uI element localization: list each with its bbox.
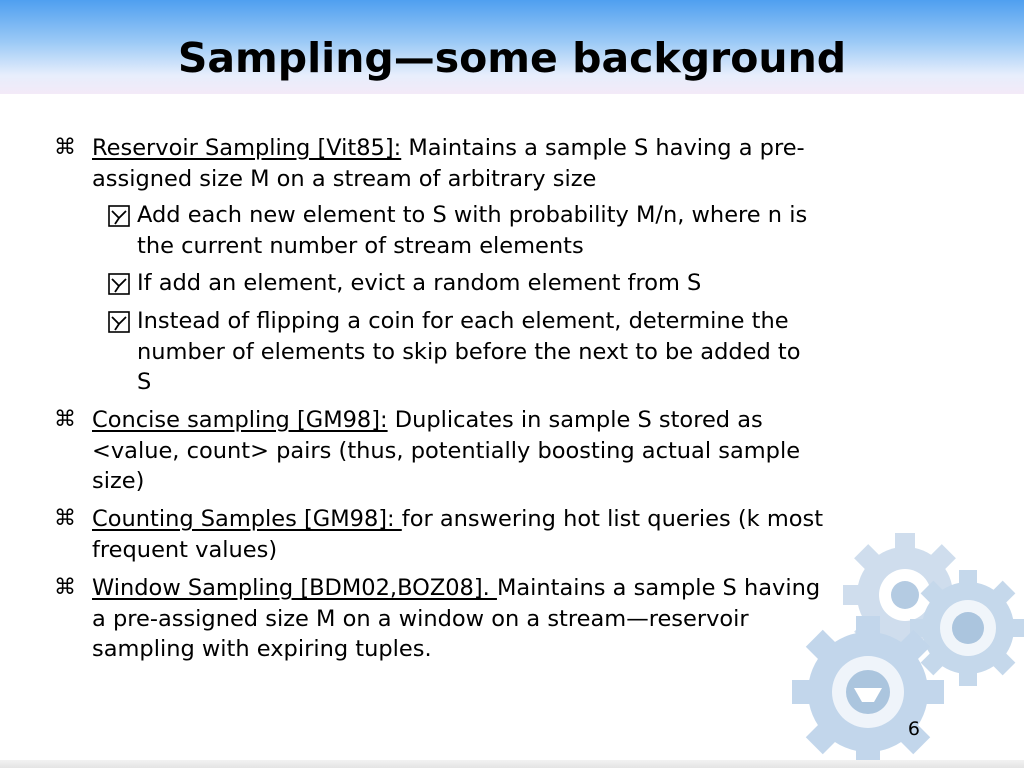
- slide-body: [0, 130, 1024, 730]
- bullet-icon: ⌘: [54, 506, 76, 531]
- checkbox-y-icon: [107, 204, 131, 228]
- list-item: Window Sampling [BDM02,BOZ08]. Maintains a sample S having a pre-assigned size M on a window on a stream—reservoir sampling with expiring tuples.: [92, 575, 821, 662]
- item-text: for answering hot list queries (k most: [401, 506, 824, 532]
- list-item: If add an element, evict a random element from S: [137, 270, 702, 296]
- item-heading: Reservoir Sampling [Vit85]:: [92, 135, 402, 161]
- item-heading: Counting Samples [GM98]:: [92, 506, 402, 532]
- checkbox-y-icon: [107, 310, 131, 334]
- footer-divider: [0, 760, 1024, 768]
- bullet-icon: ⌘: [54, 407, 76, 432]
- checkbox-y-icon: [107, 272, 131, 296]
- slide-title: Sampling—some background: [177, 34, 847, 82]
- item-text: Maintains a sample S having a pre-: [401, 135, 805, 161]
- item-text: assigned size M on a stream of arbitrary size: [92, 165, 597, 192]
- item-heading: Window Sampling [BDM02,BOZ08].: [92, 575, 497, 601]
- item-text: Duplicates in sample S stored as: [387, 407, 763, 433]
- list-item: Add each new element to S with probability M/n, where n is the current number of stream elements: [137, 202, 808, 259]
- list-item: Instead of flipping a coin for each element, determine the number of elements to skip before the next to be added to S: [137, 308, 801, 395]
- list-item: Counting Samples [GM98]: for answering hot list queries (k most frequent values): [92, 506, 824, 563]
- bullet-icon: ⌘: [54, 135, 76, 160]
- bullet-icon: ⌘: [54, 575, 76, 600]
- item-text: Maintains a sample S having: [496, 575, 821, 601]
- list-item: Concise sampling [GM98]: Duplicates in sample S stored as <value, count> pairs (thus, potentially boosting actual sample size): [92, 407, 801, 494]
- page-number: 6: [907, 718, 920, 740]
- list-item: [92, 133, 962, 194]
- item-heading: Concise sampling [GM98]:: [92, 407, 388, 433]
